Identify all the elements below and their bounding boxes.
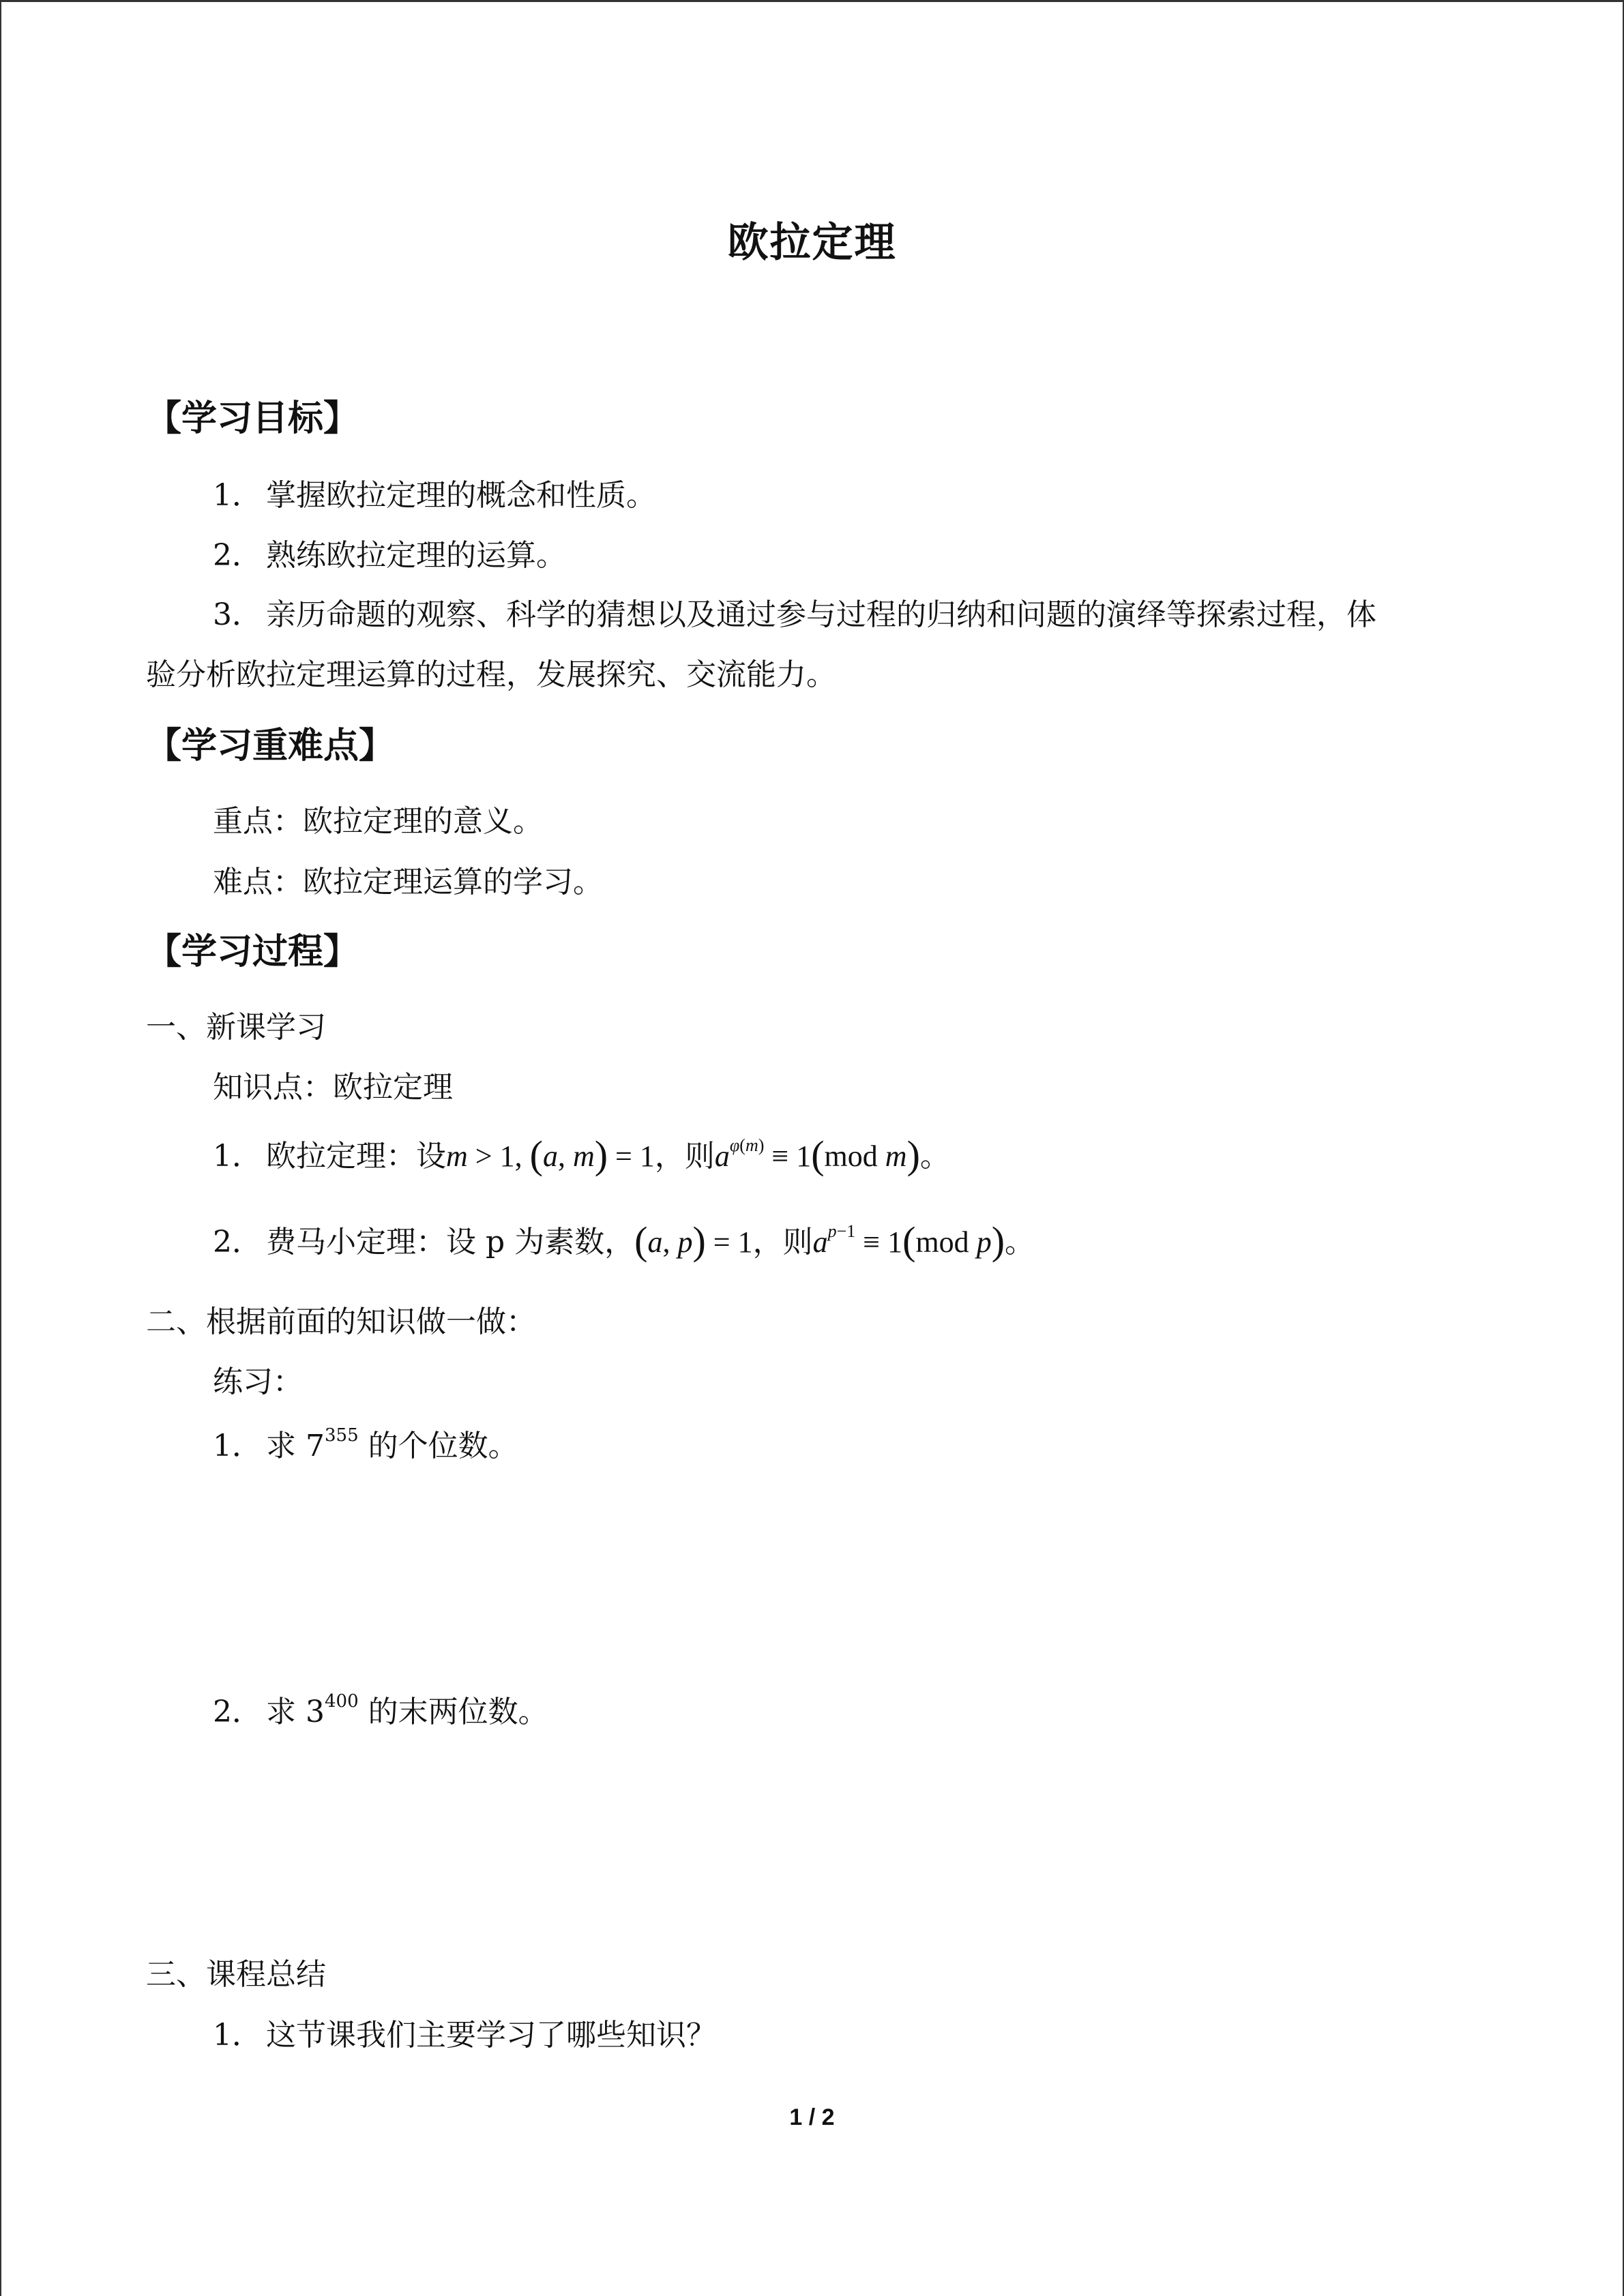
- key-point-focus: 重点：欧拉定理的意义。: [213, 804, 543, 839]
- objective-item-1: 1． 掌握欧拉定理的概念和性质。: [213, 478, 656, 513]
- page-number: 1 / 2: [789, 2104, 835, 2130]
- summary-question-1: 1． 这节课我们主要学习了哪些知识？: [213, 2018, 716, 2053]
- euler-congruence-formula: $a^{\varphi(m)} \equiv 1(mod$ m): [714, 1133, 920, 1177]
- objective-item-3-continued: 验分析欧拉定理运算的过程，发展探究、交流能力。: [146, 657, 836, 692]
- part2-label: 二、根据前面的知识做一做：: [146, 1304, 536, 1339]
- objectives-heading: 【学习目标】: [146, 398, 359, 439]
- knowledge-point: 知识点：欧拉定理: [213, 1070, 453, 1105]
- practice-question-2: 2． 求 $3^{400}$ 的末两位数。: [213, 1691, 548, 1729]
- euler-condition-formula: m > 1, (a, m) = 1: [446, 1133, 655, 1177]
- practice-question-1: 1． 求 $7^{355}$ 的个位数。: [213, 1425, 518, 1463]
- key-point-difficulty: 难点：欧拉定理运算的学习。: [213, 865, 603, 899]
- fermat-condition-formula: (a, p) = 1: [634, 1219, 753, 1263]
- euler-theorem: 1． 欧拉定理：设m > 1, (a, m) = 1，则$a^{\varphi(m)} \equiv 1(mod$ m)。: [213, 1133, 950, 1177]
- fermat-little-theorem: 2． 费马小定理：设 p 为素数，(a, p) = 1，则$a^{p-1} \equiv 1(mod$ p)。: [213, 1219, 1035, 1263]
- objective-item-2: 2． 熟练欧拉定理的运算。: [213, 538, 566, 573]
- fermat-congruence-formula: $a^{p-1} \equiv 1(mod$ p): [812, 1219, 1005, 1263]
- practice-label: 练习：: [213, 1365, 303, 1399]
- part1-label: 一、新课学习: [146, 1010, 326, 1045]
- process-heading: 【学习过程】: [146, 931, 359, 972]
- objective-item-3: 3． 亲历命题的观察、科学的猜想以及通过参与过程的归纳和问题的演绎等探索过程，体: [213, 597, 1376, 632]
- page-title: 欧拉定理: [727, 219, 897, 267]
- key-points-heading: 【学习重难点】: [146, 725, 395, 766]
- part3-label: 三、课程总结: [146, 1957, 326, 1992]
